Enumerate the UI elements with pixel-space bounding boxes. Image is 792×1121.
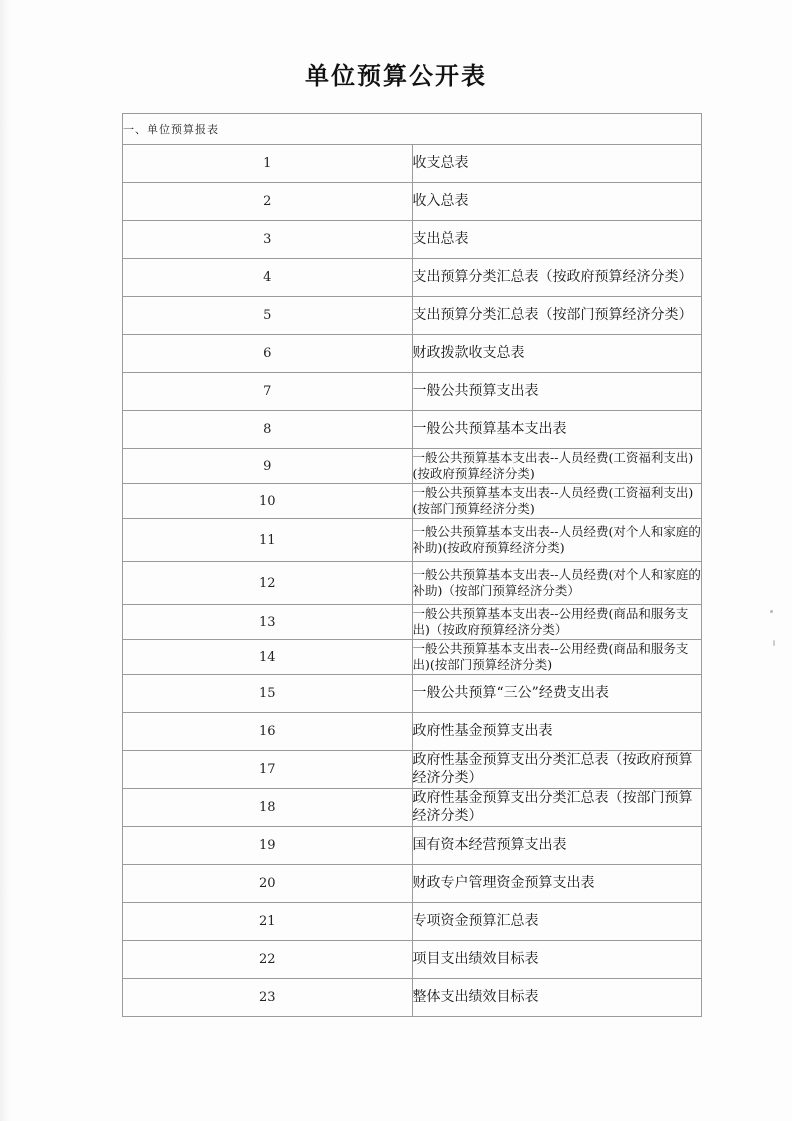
row-report-name-cell: 政府性基金预算支出分类汇总表（按政府预算经济分类） [412,751,702,789]
row-index-cell: 15 [123,675,413,713]
row-report-name-cell: 支出预算分类汇总表（按部门预算经济分类） [412,297,702,335]
table-row[interactable] [123,903,702,941]
row-report-name-cell: 政府性基金预算支出分类汇总表（按部门预算经济分类） [412,789,702,827]
row-index-cell: 10 [123,484,413,519]
table-row[interactable] [123,183,702,221]
scan-artifact-speck [773,640,775,646]
budget-report-table-container [122,113,702,1017]
table-row[interactable] [123,411,702,449]
table-row[interactable] [123,865,702,903]
row-report-name-cell: 一般公共预算基本支出表--公用经费(商品和服务支出)（按政府预算经济分类） [412,605,702,640]
table-row[interactable] [123,373,702,411]
scan-artifact-speck [770,610,773,613]
row-report-name-cell: 专项资金预算汇总表 [412,903,702,941]
row-index-cell: 14 [123,640,413,675]
row-report-name-cell: 国有资本经营预算支出表 [412,827,702,865]
page-title: 单位预算公开表 [305,61,487,90]
row-report-name-cell: 收支总表 [412,145,702,183]
table-row[interactable] [123,562,702,605]
row-index-cell: 4 [123,259,413,297]
table-row[interactable] [123,941,702,979]
row-index-cell: 18 [123,789,413,827]
row-report-name-cell: 一般公共预算基本支出表--人员经费(对个人和家庭的补助)(按政府预算经济分类) [412,519,702,562]
row-report-name-cell: 一般公共预算“三公”经费支出表 [412,675,702,713]
row-report-name-cell: 一般公共预算基本支出表--人员经费(工资福利支出)(按部门预算经济分类) [412,484,702,519]
row-index-cell: 8 [123,411,413,449]
row-index-cell: 9 [123,449,413,484]
row-report-name-cell: 一般公共预算支出表 [412,373,702,411]
table-row[interactable] [123,519,702,562]
row-index-cell: 1 [123,145,413,183]
row-report-name-cell: 整体支出绩效目标表 [412,979,702,1017]
table-row[interactable] [123,145,702,183]
row-index-cell: 21 [123,903,413,941]
scan-edge-shadow [0,0,10,1121]
row-report-name-cell: 一般公共预算基本支出表 [412,411,702,449]
row-report-name-cell: 一般公共预算基本支出表--人员经费(工资福利支出)(按政府预算经济分类) [412,449,702,484]
row-index-cell: 16 [123,713,413,751]
table-row[interactable] [123,789,702,827]
section-header-label: 一、单位预算报表 [123,114,702,145]
row-index-cell: 11 [123,519,413,562]
row-report-name-cell: 项目支出绩效目标表 [412,941,702,979]
row-report-name-cell: 一般公共预算基本支出表--人员经费(对个人和家庭的补助)（按部门预算经济分类） [412,562,702,605]
table-row[interactable] [123,335,702,373]
row-index-cell: 17 [123,751,413,789]
table-row[interactable] [123,827,702,865]
row-index-cell: 3 [123,221,413,259]
table-row[interactable] [123,221,702,259]
row-report-name-cell: 支出预算分类汇总表（按政府预算经济分类） [412,259,702,297]
table-row[interactable] [123,640,702,675]
row-index-cell: 7 [123,373,413,411]
budget-report-table [122,113,702,1017]
table-row[interactable] [123,605,702,640]
row-report-name-cell: 支出总表 [412,221,702,259]
row-report-name-cell: 政府性基金预算支出表 [412,713,702,751]
table-row[interactable] [123,675,702,713]
row-report-name-cell: 财政专户管理资金预算支出表 [412,865,702,903]
row-index-cell: 6 [123,335,413,373]
row-index-cell: 20 [123,865,413,903]
table-row[interactable] [123,979,702,1017]
row-index-cell: 19 [123,827,413,865]
table-body [123,114,702,1017]
table-section-header-row [123,114,702,145]
row-report-name-cell: 收入总表 [412,183,702,221]
row-index-cell: 5 [123,297,413,335]
row-report-name-cell: 财政拨款收支总表 [412,335,702,373]
table-row[interactable] [123,751,702,789]
row-index-cell: 23 [123,979,413,1017]
row-index-cell: 2 [123,183,413,221]
table-row[interactable] [123,484,702,519]
row-index-cell: 13 [123,605,413,640]
table-row[interactable] [123,259,702,297]
table-row[interactable] [123,297,702,335]
table-row[interactable] [123,449,702,484]
row-index-cell: 12 [123,562,413,605]
row-index-cell: 22 [123,941,413,979]
table-row[interactable] [123,713,702,751]
row-report-name-cell: 一般公共预算基本支出表--公用经费(商品和服务支出)(按部门预算经济分类) [412,640,702,675]
